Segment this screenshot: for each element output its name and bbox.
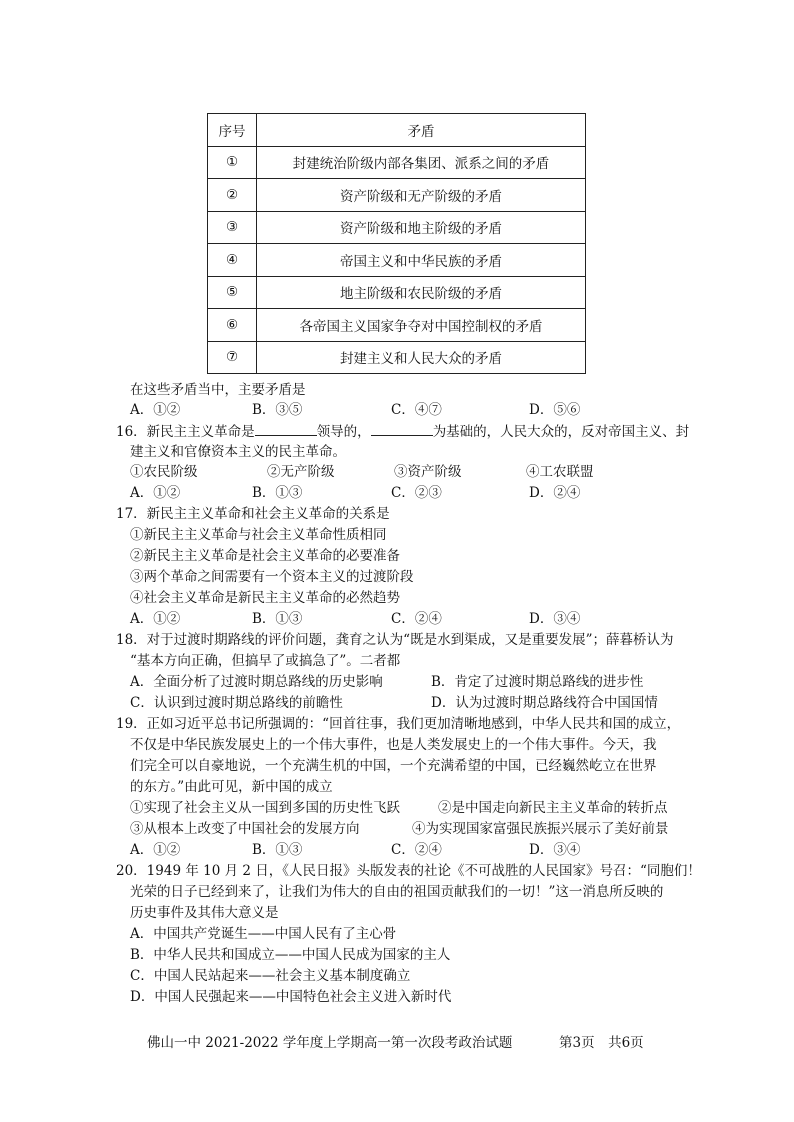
table-cell-text: 帝国主义和中华民族的矛盾 <box>257 244 586 277</box>
q18-option-a: A．全面分析了过渡时期总路线的历史影响 <box>130 674 383 690</box>
table-row <box>208 309 586 342</box>
q16-option-a: A．①② <box>130 485 181 501</box>
q17-item-3: ③两个革命之间需要有一个资本主义的过渡阶段 <box>130 569 414 585</box>
q20-option-a: A．中国共产党诞生——中国人民有了主心骨 <box>130 926 397 942</box>
footer-exam-title: 佛山一中 2021-2022 学年度上学期高一第一次段考政治试题 <box>147 1035 513 1051</box>
q19-option-a: A．①② <box>130 842 181 858</box>
q16-item-4: ④工农联盟 <box>526 464 594 480</box>
table-row <box>208 244 586 277</box>
q19-option-d: D．③④ <box>529 842 581 858</box>
q17-item-4: ④社会主义革命是新民主主义革命的必然趋势 <box>130 590 400 606</box>
q19-line3: 们完全可以自豪地说，一个充满生机的中国，一个充满希望的中国，已经巍然屹立在世界 <box>130 758 657 774</box>
table-row <box>208 179 586 212</box>
q16-part1: 16．新民主主义革命是 <box>116 424 255 440</box>
table-cell-text: 资产阶级和无产阶级的矛盾 <box>257 179 586 212</box>
q19-line4: 的东方。”由此可见，新中国的成立 <box>130 779 333 795</box>
q18-line2: “基本方向正确，但搞早了或搞急了”。二者都 <box>130 653 401 669</box>
q16-item-2: ②无产阶级 <box>267 464 335 480</box>
q20-option-c: C．中国人民站起来——社会主义基本制度确立 <box>130 968 411 984</box>
table-cell-no: ④ <box>208 244 257 277</box>
q19-line1: 19．正如习近平总书记所强调的：“回首往事，我们更加清晰地感到，中华人民共和国的成立， <box>116 716 681 732</box>
table-cell-text: 地主阶级和农民阶级的矛盾 <box>257 276 586 309</box>
footer-page-number: 第3页 共6页 <box>559 1035 644 1051</box>
q20-line2: 光荣的日子已经到来了，让我们为伟大的自由的祖国贡献我们的一切！”这一消息所反映的 <box>130 884 664 900</box>
q20-option-b: B．中华人民共和国成立——中国人民成为国家的主人 <box>130 947 451 963</box>
q19-item-4: ④为实现国家富强民族振兴展示了美好前景 <box>412 821 669 837</box>
table-cell-no: ② <box>208 179 257 212</box>
q15-option-c: C．④⑦ <box>391 402 442 418</box>
table-cell-no: ③ <box>208 211 257 244</box>
table-cell-no: ⑤ <box>208 276 257 309</box>
q15-option-b: B．③⑤ <box>252 402 303 418</box>
q16-option-d: D．②④ <box>529 485 581 501</box>
table-cell-text: 各帝国主义国家争夺对中国控制权的矛盾 <box>257 309 586 342</box>
q16-line1 <box>116 423 689 441</box>
q17-option-b: B．①③ <box>252 611 303 627</box>
q18-option-c: C．认识到过渡时期总路线的前瞻性 <box>130 695 343 711</box>
q19-line2: 不仅是中华民族发展史上的一个伟大事件，也是人类发展史上的一个伟大事件。今天，我 <box>130 737 657 753</box>
q20-option-d: D．中国人民强起来——中国特色社会主义进入新时代 <box>130 989 452 1005</box>
fill-blank-2 <box>371 423 433 436</box>
q17-stem: 17．新民主主义革命和社会主义革命的关系是 <box>116 506 390 522</box>
table-cell-text: 资产阶级和地主阶级的矛盾 <box>257 211 586 244</box>
table-cell-text: 封建统治阶级内部各集团、派系之间的矛盾 <box>257 146 586 179</box>
q19-item-3: ③从根本上改变了中国社会的发展方向 <box>130 821 360 837</box>
q18-option-b: B．肯定了过渡时期总路线的进步性 <box>431 674 644 690</box>
q17-option-a: A．①② <box>130 611 181 627</box>
q19-item-2: ②是中国走向新民主主义革命的转折点 <box>438 800 668 816</box>
q19-option-b: B．①③ <box>252 842 303 858</box>
q16-item-3: ③资产阶级 <box>394 464 462 480</box>
q17-item-1: ①新民主主义革命与社会主义革命性质相同 <box>130 527 387 543</box>
q16-part3: 为基础的，人民大众的，反对帝国主义、封 <box>432 424 690 440</box>
table-row <box>208 211 586 244</box>
q15-option-a: A．①② <box>130 402 181 418</box>
table-cell-text: 封建主义和人民大众的矛盾 <box>257 341 586 374</box>
contradiction-table <box>207 113 586 374</box>
q20-line1: 20．1949 年 10 月 2 日，《人民日报》头版发表的社论《不可战胜的人民国家》号召：“同胞们！ <box>116 863 701 879</box>
q16-line2: 建主义和官僚资本主义的民主革命。 <box>130 444 346 460</box>
q15-stem: 在这些矛盾当中，主要矛盾是 <box>130 382 306 398</box>
table-header-cell: 序号 <box>208 114 257 147</box>
table-row <box>208 146 586 179</box>
table-cell-no: ⑥ <box>208 309 257 342</box>
q16-option-b: B．①③ <box>252 485 303 501</box>
table-header-row <box>208 114 586 147</box>
q16-option-c: C．②③ <box>391 485 442 501</box>
table-row <box>208 341 586 374</box>
q15-option-d: D．⑤⑥ <box>529 402 581 418</box>
table-header-cell: 矛盾 <box>257 114 586 147</box>
q19-option-c: C．②④ <box>391 842 442 858</box>
table-cell-no: ⑦ <box>208 341 257 374</box>
q18-option-d: D．认为过渡时期总路线符合中国国情 <box>431 695 658 711</box>
q17-option-d: D．③④ <box>529 611 581 627</box>
q18-line1: 18．对于过渡时期路线的评价问题，龚育之认为“既是水到渠成，又是重要发展”；薛暮桥认为 <box>116 632 674 648</box>
q20-line3: 历史事件及其伟大意义是 <box>130 905 279 921</box>
table-row <box>208 276 586 309</box>
q17-item-2: ②新民主主义革命是社会主义革命的必要准备 <box>130 548 400 564</box>
table-cell-no: ① <box>208 146 257 179</box>
q17-option-c: C．②④ <box>391 611 442 627</box>
q16-item-1: ①农民阶级 <box>130 464 198 480</box>
fill-blank-1 <box>255 423 317 436</box>
q16-part2: 领导的， <box>316 424 371 440</box>
q19-item-1: ①实现了社会主义从一国到多国的历史性飞跃 <box>130 800 400 816</box>
